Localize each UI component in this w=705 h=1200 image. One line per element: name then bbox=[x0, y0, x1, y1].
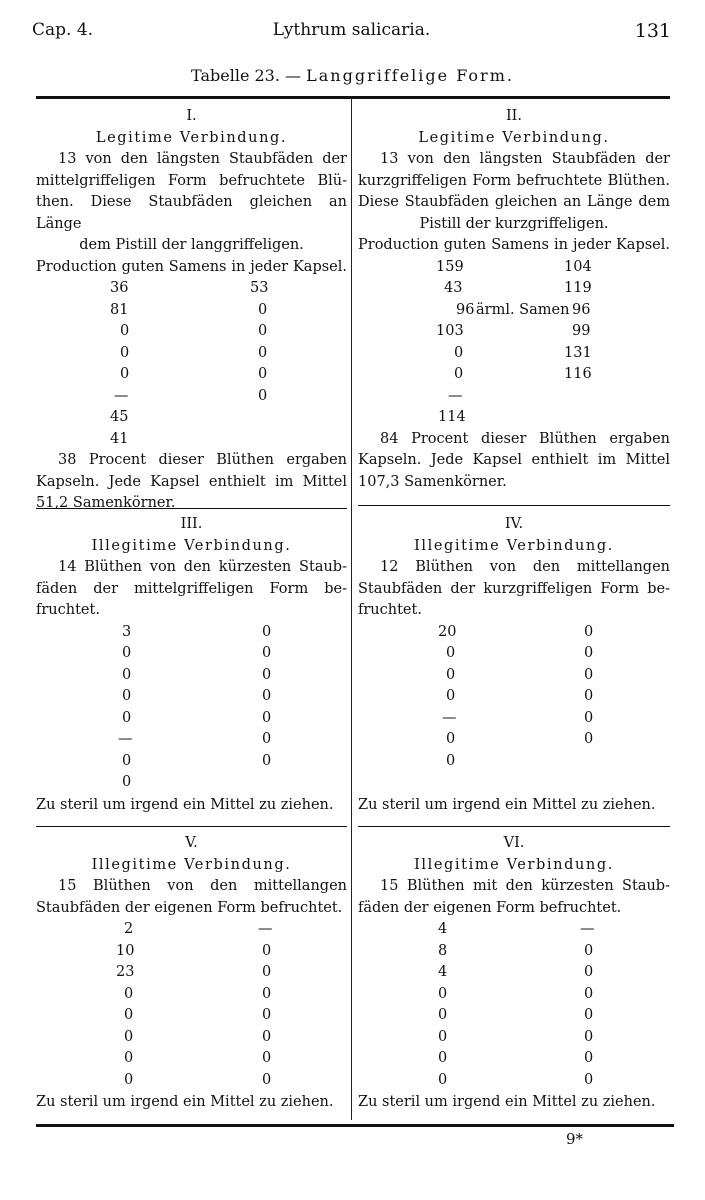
data-row bbox=[36, 364, 347, 386]
panel-title: Legitime Verbindung. bbox=[418, 129, 610, 146]
value: 0 bbox=[258, 323, 268, 339]
value: 8 bbox=[438, 942, 448, 959]
panel-numeral: I. bbox=[186, 108, 197, 124]
value: 0 bbox=[120, 323, 130, 339]
panel-5 bbox=[36, 833, 347, 1114]
data-row bbox=[36, 919, 347, 941]
data-row bbox=[36, 962, 347, 984]
value: 0 bbox=[122, 774, 132, 790]
value: 0 bbox=[262, 688, 272, 704]
data-row bbox=[36, 772, 347, 794]
value: 116 bbox=[564, 366, 592, 382]
value: 104 bbox=[564, 258, 592, 275]
text-line: Diese Staubfäden gleichen an Länge dem bbox=[358, 194, 670, 210]
value: 0 bbox=[122, 752, 132, 769]
data-row bbox=[358, 919, 670, 941]
data-row bbox=[36, 686, 347, 708]
text-line: fäden der mittelgriffeligen Form be- bbox=[36, 580, 347, 597]
text-line: then. Diese Staubfäden gleichen an Länge bbox=[36, 194, 347, 232]
value: 0 bbox=[122, 666, 132, 683]
value: — bbox=[442, 709, 457, 726]
value: 20 bbox=[438, 623, 457, 640]
panel-numeral: III. bbox=[180, 516, 203, 532]
panel-2 bbox=[358, 106, 670, 493]
panel-3 bbox=[36, 514, 347, 816]
data-row bbox=[36, 643, 347, 665]
panel-numeral: VI. bbox=[503, 835, 525, 851]
text-line: Staubfäden der kurzgriffeligen Form be- bbox=[358, 580, 670, 597]
value: 41 bbox=[110, 430, 129, 447]
value: 0 bbox=[258, 301, 268, 318]
value: 159 bbox=[436, 258, 464, 275]
page-number: 131 bbox=[634, 20, 671, 42]
data-row bbox=[358, 343, 670, 365]
value: 0 bbox=[454, 366, 464, 382]
text-line: Pistill der kurzgriffeligen. bbox=[419, 215, 609, 232]
data-row bbox=[358, 364, 670, 386]
data-row bbox=[36, 708, 347, 730]
data-row bbox=[358, 1070, 670, 1092]
value: 119 bbox=[564, 280, 592, 296]
data-row bbox=[36, 1070, 347, 1092]
value: 53 bbox=[250, 280, 269, 296]
value: 4 bbox=[438, 964, 448, 980]
note: ärml. Samen bbox=[476, 301, 570, 318]
text-line: Staubfäden der eigenen Form befruchtet. bbox=[36, 899, 343, 916]
signature-mark: 9* bbox=[566, 1130, 584, 1148]
value: 0 bbox=[584, 1071, 594, 1088]
text-line: 14 Blüthen von den kürzesten Staub- bbox=[58, 559, 347, 575]
data-row bbox=[358, 278, 670, 300]
text-line: Production guten Samens in jeder Kapsel. bbox=[358, 237, 670, 253]
value: 96 bbox=[572, 301, 591, 318]
data-row bbox=[36, 321, 347, 343]
data-row bbox=[358, 941, 670, 963]
data-row bbox=[358, 1048, 670, 1070]
table-title-form: Langgriffelige Form. bbox=[306, 66, 514, 85]
top-rule bbox=[36, 96, 670, 99]
summary-line: Kapseln. Jede Kapsel enthielt im Mittel bbox=[36, 473, 347, 490]
data-row bbox=[358, 984, 670, 1006]
value: 114 bbox=[438, 409, 466, 425]
data-row bbox=[36, 984, 347, 1006]
text-line: fruchtet. bbox=[358, 602, 422, 618]
summary-line: 107,3 Samenkörner. bbox=[358, 473, 507, 490]
panel-title: Illegitime Verbindung. bbox=[91, 537, 292, 554]
panel-numeral: V. bbox=[185, 835, 198, 851]
value: — bbox=[114, 387, 129, 404]
summary-line: 51,2 Samenkörner. bbox=[36, 495, 176, 511]
panel-6 bbox=[358, 833, 670, 1114]
value: 0 bbox=[454, 344, 464, 361]
text-line: fäden der eigenen Form befruchtet. bbox=[358, 899, 622, 916]
data-row bbox=[36, 429, 347, 451]
value: 0 bbox=[262, 985, 272, 1002]
value: 10 bbox=[116, 942, 135, 959]
value: 3 bbox=[122, 623, 132, 640]
value: 0 bbox=[122, 645, 132, 661]
value: 0 bbox=[120, 344, 130, 361]
panel-numeral: II. bbox=[505, 108, 523, 124]
value: 0 bbox=[262, 666, 272, 683]
text-line: mittelgriffeligen Form befruchtete Blü- bbox=[36, 172, 347, 189]
data-row bbox=[358, 708, 670, 730]
summary-line: Kapseln. Jede Kapsel enthielt im Mittel bbox=[358, 452, 670, 468]
summary-line: 38 Procent dieser Blüthen ergaben bbox=[58, 452, 347, 468]
spacer-row bbox=[358, 772, 670, 794]
value: 0 bbox=[262, 1050, 272, 1066]
value: 0 bbox=[124, 1071, 134, 1088]
data-row bbox=[358, 622, 670, 644]
panel-title: Legitime Verbindung. bbox=[95, 129, 288, 146]
value: 0 bbox=[584, 709, 594, 726]
data-row bbox=[36, 1048, 347, 1070]
value: 131 bbox=[564, 344, 592, 361]
value: 0 bbox=[584, 942, 594, 959]
text-line: kurzgriffeligen Form befruchtete Blüthen. bbox=[358, 172, 670, 189]
data-row bbox=[358, 321, 670, 343]
value: 0 bbox=[584, 964, 594, 980]
value: 0 bbox=[258, 344, 268, 361]
data-row bbox=[358, 386, 670, 408]
value: — bbox=[580, 921, 595, 937]
value: 4 bbox=[438, 921, 448, 937]
rule-left-2 bbox=[36, 826, 347, 827]
value: — bbox=[448, 387, 463, 404]
value: 2 bbox=[124, 921, 134, 937]
data-row bbox=[358, 643, 670, 665]
value: 0 bbox=[584, 985, 594, 1002]
summary-line: Zu steril um irgend ein Mittel zu ziehen. bbox=[36, 796, 334, 813]
summary-line: Zu steril um irgend ein Mittel zu ziehen. bbox=[36, 1094, 334, 1110]
panel-numeral: IV. bbox=[504, 516, 524, 532]
data-row bbox=[36, 300, 347, 322]
value: 0 bbox=[584, 623, 594, 640]
data-row bbox=[36, 278, 347, 300]
data-row bbox=[358, 1027, 670, 1049]
data-row bbox=[36, 751, 347, 773]
data-row bbox=[358, 257, 670, 279]
data-row bbox=[36, 1027, 347, 1049]
value: 0 bbox=[122, 688, 132, 704]
value: 96 bbox=[456, 301, 475, 318]
data-row bbox=[36, 1005, 347, 1027]
value: 0 bbox=[124, 985, 134, 1002]
value: 0 bbox=[584, 645, 594, 661]
panel-4 bbox=[358, 514, 670, 816]
value: 0 bbox=[262, 752, 272, 769]
value: 0 bbox=[584, 1007, 594, 1023]
value: 0 bbox=[438, 1071, 448, 1088]
data-row bbox=[36, 665, 347, 687]
chapter-label: Cap. 4. bbox=[32, 20, 94, 40]
value: 0 bbox=[438, 985, 448, 1002]
data-row bbox=[358, 1005, 670, 1027]
rule-right-2 bbox=[358, 826, 670, 827]
value: 0 bbox=[446, 688, 456, 704]
data-row bbox=[358, 407, 670, 429]
rule-right-1 bbox=[358, 505, 670, 506]
value: 0 bbox=[120, 366, 130, 382]
summary-line: Zu steril um irgend ein Mittel zu ziehen. bbox=[358, 796, 656, 813]
value: 0 bbox=[262, 964, 272, 980]
data-row bbox=[36, 729, 347, 751]
table-title-prefix: Tabelle 23. — bbox=[191, 66, 307, 85]
data-row bbox=[36, 622, 347, 644]
value: 45 bbox=[110, 409, 129, 425]
text-line: fruchtet. bbox=[36, 602, 100, 618]
value: 36 bbox=[110, 280, 129, 296]
value: 0 bbox=[124, 1050, 134, 1066]
text-line: Production guten Samens in jeder Kapsel. bbox=[36, 258, 347, 275]
value: 0 bbox=[262, 645, 272, 661]
value: — bbox=[118, 731, 133, 747]
value: 0 bbox=[262, 709, 272, 726]
value: 0 bbox=[258, 366, 268, 382]
value: 103 bbox=[436, 323, 464, 339]
text-line: 13 von den längsten Staubfäden der bbox=[58, 151, 347, 167]
table-title bbox=[0, 66, 705, 85]
value: 0 bbox=[124, 1007, 134, 1023]
value: 0 bbox=[262, 623, 272, 640]
value: 0 bbox=[258, 387, 268, 404]
running-head bbox=[32, 20, 671, 46]
column-separator bbox=[351, 98, 352, 1120]
value: 0 bbox=[446, 752, 456, 769]
value: 0 bbox=[584, 1028, 594, 1045]
value: 43 bbox=[444, 280, 463, 296]
panel-title: Illegitime Verbindung. bbox=[91, 856, 292, 873]
data-row bbox=[358, 962, 670, 984]
value: 0 bbox=[262, 1028, 272, 1045]
value: 0 bbox=[584, 666, 594, 683]
data-row bbox=[358, 665, 670, 687]
value: 0 bbox=[438, 1028, 448, 1045]
value: — bbox=[258, 921, 273, 937]
summary-line: 84 Procent dieser Blüthen ergaben bbox=[380, 430, 670, 447]
data-row bbox=[358, 686, 670, 708]
text-line: dem Pistill der langgriffeligen. bbox=[79, 237, 304, 253]
data-row bbox=[36, 343, 347, 365]
value: 0 bbox=[584, 688, 594, 704]
data-row bbox=[358, 751, 670, 773]
value: 0 bbox=[446, 645, 456, 661]
bottom-rule bbox=[36, 1124, 674, 1127]
value: 0 bbox=[438, 1007, 448, 1023]
value: 0 bbox=[262, 731, 272, 747]
data-row bbox=[358, 300, 670, 322]
data-row bbox=[358, 729, 670, 751]
summary-line: Zu steril um irgend ein Mittel zu ziehen. bbox=[358, 1094, 656, 1110]
value: 0 bbox=[262, 1071, 272, 1088]
data-row bbox=[36, 941, 347, 963]
data-row bbox=[36, 407, 347, 429]
value: 23 bbox=[116, 964, 135, 980]
panel-title: Illegitime Verbindung. bbox=[414, 537, 614, 554]
page-header-title: Lythrum salicaria. bbox=[272, 20, 431, 40]
value: 0 bbox=[124, 1028, 134, 1045]
value: 0 bbox=[446, 731, 456, 747]
text-line: 15 Blüthen mit den kürzesten Staub- bbox=[380, 878, 670, 894]
value: 0 bbox=[122, 709, 132, 726]
text-line: 12 Blüthen von den mittellangen bbox=[380, 559, 670, 575]
data-row bbox=[36, 386, 347, 408]
text-line: 15 Blüthen von den mittellangen bbox=[58, 878, 347, 894]
value: 99 bbox=[572, 323, 591, 339]
text-line: 13 von den längsten Staubfäden der bbox=[380, 151, 670, 167]
value: 0 bbox=[262, 942, 272, 959]
panel-1 bbox=[36, 106, 347, 515]
value: 0 bbox=[438, 1050, 448, 1066]
value: 0 bbox=[584, 731, 594, 747]
value: 0 bbox=[446, 666, 456, 683]
value: 0 bbox=[262, 1007, 272, 1023]
panel-title: Illegitime Verbindung. bbox=[414, 856, 614, 873]
value: 0 bbox=[584, 1050, 594, 1066]
value: 81 bbox=[110, 301, 129, 318]
